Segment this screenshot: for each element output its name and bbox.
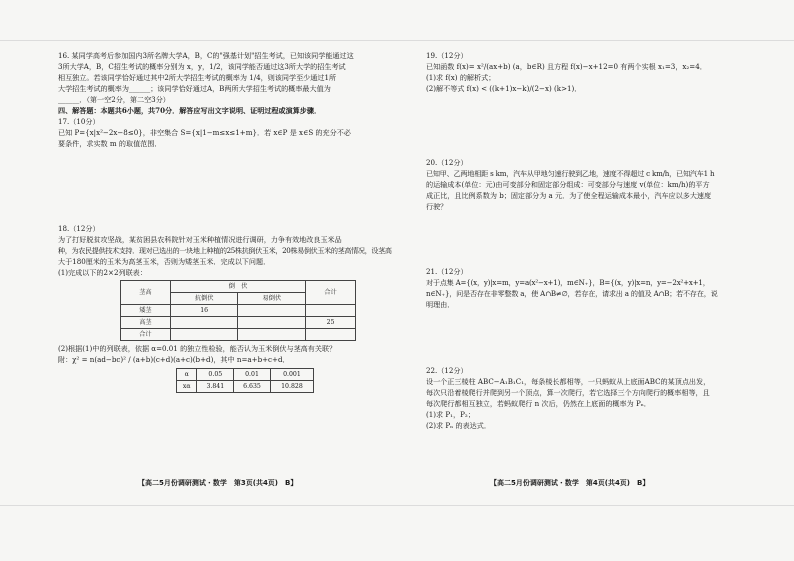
- table-cell: 16: [170, 305, 238, 317]
- table-cell: 高茎: [121, 317, 171, 329]
- table-header-easy: 易倒伏: [238, 293, 306, 305]
- page-4-footer: 【高二5月份调研测试・数学 第4页(共4页) B】: [490, 479, 650, 487]
- table-cell: [238, 329, 306, 341]
- q17-line-2: 要条件，求实数 m 的取值范围．: [58, 139, 162, 148]
- table-cell: [306, 305, 356, 317]
- table-cell: 10.828: [270, 381, 313, 393]
- q17-line-1: 已知 P={x|x²−2x−8≤0}，非空集合 S={x|1−m≤x≤1+m}．若 x∈P 是 x∈S 的充分不必: [58, 128, 351, 137]
- table-cell: 0.001: [270, 369, 313, 381]
- table-cell: 6.635: [234, 381, 271, 393]
- table-cell: [170, 317, 238, 329]
- q18-formula: 附：χ² = n(ad−bc)² / (a+b)(c+d)(a+c)(b+d)，其中 n=a+b+c+d．: [58, 355, 290, 364]
- q20-line-3: 成正比，且比例系数为 b；固定部分为 a 元．为了使全程运输成本最小，汽车应以多大速度: [426, 191, 712, 200]
- section-4-heading: 四、解答题：本题共6小题，共70分．解答应写出文字说明、证明过程或演算步骤．: [58, 106, 322, 115]
- question-20: [426, 157, 744, 212]
- q21-title: 21.（12分）: [426, 267, 468, 276]
- table-header-fall: 倒 伏: [170, 281, 305, 293]
- q18-title: 18.（12分）: [58, 224, 100, 233]
- q22-line-2: 每次只沿着棱爬行并爬到另一个顶点，算一次爬行，若它选择三个方向爬行的概率相等，且: [426, 388, 710, 397]
- question-16: [58, 50, 376, 105]
- question-18: [58, 223, 392, 393]
- q16-line-1: 16. 某同学高考后参加国内3所名牌大学A，B，C的"强基计划"招生考试，已知该同学能通过这: [58, 51, 354, 60]
- q19-line-3: (2)解不等式 f(x) < ((k+1)x−k)/(2−x) (k>1)．: [426, 84, 582, 93]
- page-3-footer: 【高二5月份调研测试・数学 第3页(共4页) B】: [138, 479, 298, 487]
- q19-line-1: 已知函数 f(x)= x²/(ax+b) (a，b∈R) 且方程 f(x)−x+12=0 有两个实根 x₁=3，x₂=4．: [426, 62, 707, 71]
- table-cell: 矮茎: [121, 305, 171, 317]
- table-cell: 3.841: [197, 381, 234, 393]
- q20-line-2: 的运输成本(单位：元)由可变部分和固定部分组成：可变部分与速度 v(单位：km/h)的平方: [426, 180, 710, 189]
- page-4-column: [426, 50, 744, 431]
- table-cell: [238, 317, 306, 329]
- q19-line-2: (1)求 f(x) 的解析式；: [426, 73, 496, 82]
- q21-line-1: 对于点集 A={(x，y)|x=m，y=a(x²−x+1)，m∈N₊}，B={(x，y)|x=n，y=−2x²+x+1，: [426, 278, 710, 287]
- table-cell: 25: [306, 317, 356, 329]
- q16-line-3: 相互独立。若该同学恰好通过其中2所大学招生考试的概率为 1/4，则该同学至少通过1所: [58, 73, 337, 82]
- scan-edge-bottom: [0, 505, 794, 506]
- table-cell: α: [177, 369, 197, 381]
- q22-line-4: (1)求 P₁，P₂；: [426, 410, 475, 419]
- q22-line-5: (2)求 Pₙ 的表达式．: [426, 421, 491, 430]
- q18-part2: (2)根据(1)中的列联表，依据 α=0.01 的独立性检验，能否认为玉米倒伏与茎高有关联？: [58, 344, 337, 353]
- question-21: [426, 266, 744, 310]
- table-cell: [170, 329, 238, 341]
- table-row: [121, 305, 356, 317]
- table-header-stem: 茎高: [121, 281, 171, 305]
- question-19: [426, 50, 744, 94]
- q17-title: 17.（10分）: [58, 117, 100, 126]
- q19-title: 19.（12分）: [426, 51, 468, 60]
- answer-space: [426, 212, 744, 260]
- q16-line-4: 大学招生考试的概率为______；该同学恰好通过A，B两所大学招生考试的概率最大值为: [58, 84, 331, 93]
- page-3-column: [58, 50, 392, 393]
- q22-line-1: 设一个正三棱柱 ABC−A₁B₁C₁，每条棱长都相等，一只蚂蚁从上底面ABC的某顶点出发，: [426, 377, 711, 386]
- table-row: [177, 381, 314, 393]
- q16-line-5: ______．（第一空2分，第二空3分）: [58, 95, 170, 104]
- table-cell: 合计: [121, 329, 171, 341]
- table-row: [177, 369, 314, 381]
- table-row: [121, 329, 356, 341]
- q21-line-2: n∈N₊}，问是否存在非零整数 a，使 A∩B≠∅，若存在，请求出 a 的值及 A∩B；若不存在，说: [426, 289, 718, 298]
- q18-line-4: (1)完成以下的2×2列联表：: [58, 268, 147, 277]
- table-cell: 0.05: [197, 369, 234, 381]
- q22-line-3: 每次爬行都相互独立，若蚂蚁爬行 n 次后，仍然在上底面的概率为 Pₙ．: [426, 399, 651, 408]
- answer-space: [426, 310, 744, 358]
- scan-edge-top: [0, 40, 794, 41]
- table-cell: [238, 305, 306, 317]
- q18-line-1: 为了打好脱贫攻坚战，某贫困县农科院针对玉米种植情况进行调研，力争有效地改良玉米品: [58, 235, 342, 244]
- answer-space: [426, 94, 744, 142]
- table-row: [121, 317, 356, 329]
- q18-line-3: 大于180厘米的玉米为高茎玉米，否则为矮茎玉米．完成以下问题．: [58, 257, 271, 266]
- contingency-table: [120, 280, 356, 341]
- table-header-resist: 抗倒伏: [170, 293, 238, 305]
- question-17: [58, 116, 376, 149]
- q20-line-1: 已知甲、乙两地相距 s km，汽车从甲地匀速行驶到乙地，速度不得超过 c km/h，已知汽车1 h: [426, 169, 715, 178]
- question-22: [426, 365, 744, 431]
- q20-line-4: 行驶？: [426, 202, 448, 211]
- critical-value-table: [176, 368, 314, 393]
- table-cell: [306, 329, 356, 341]
- q20-title: 20.（12分）: [426, 158, 468, 167]
- answer-space: [58, 149, 376, 197]
- q18-line-2: 种，为农民提供技术支持．现对已选出的一块地上种植的25株抗倒伏玉米，20株易倒伏玉米的茎高情况，设茎高: [58, 246, 392, 255]
- table-cell: 0.01: [234, 369, 271, 381]
- q16-line-2: 3所大学A，B，C招生考试的概率分别为 x，y，1/2，该同学能否通过这3所大学的招生考试: [58, 62, 346, 71]
- table-header-total: 合计: [306, 281, 356, 305]
- table-cell: xα: [177, 381, 197, 393]
- q22-title: 22.（12分）: [426, 366, 468, 375]
- q21-line-3: 明理由．: [426, 300, 455, 309]
